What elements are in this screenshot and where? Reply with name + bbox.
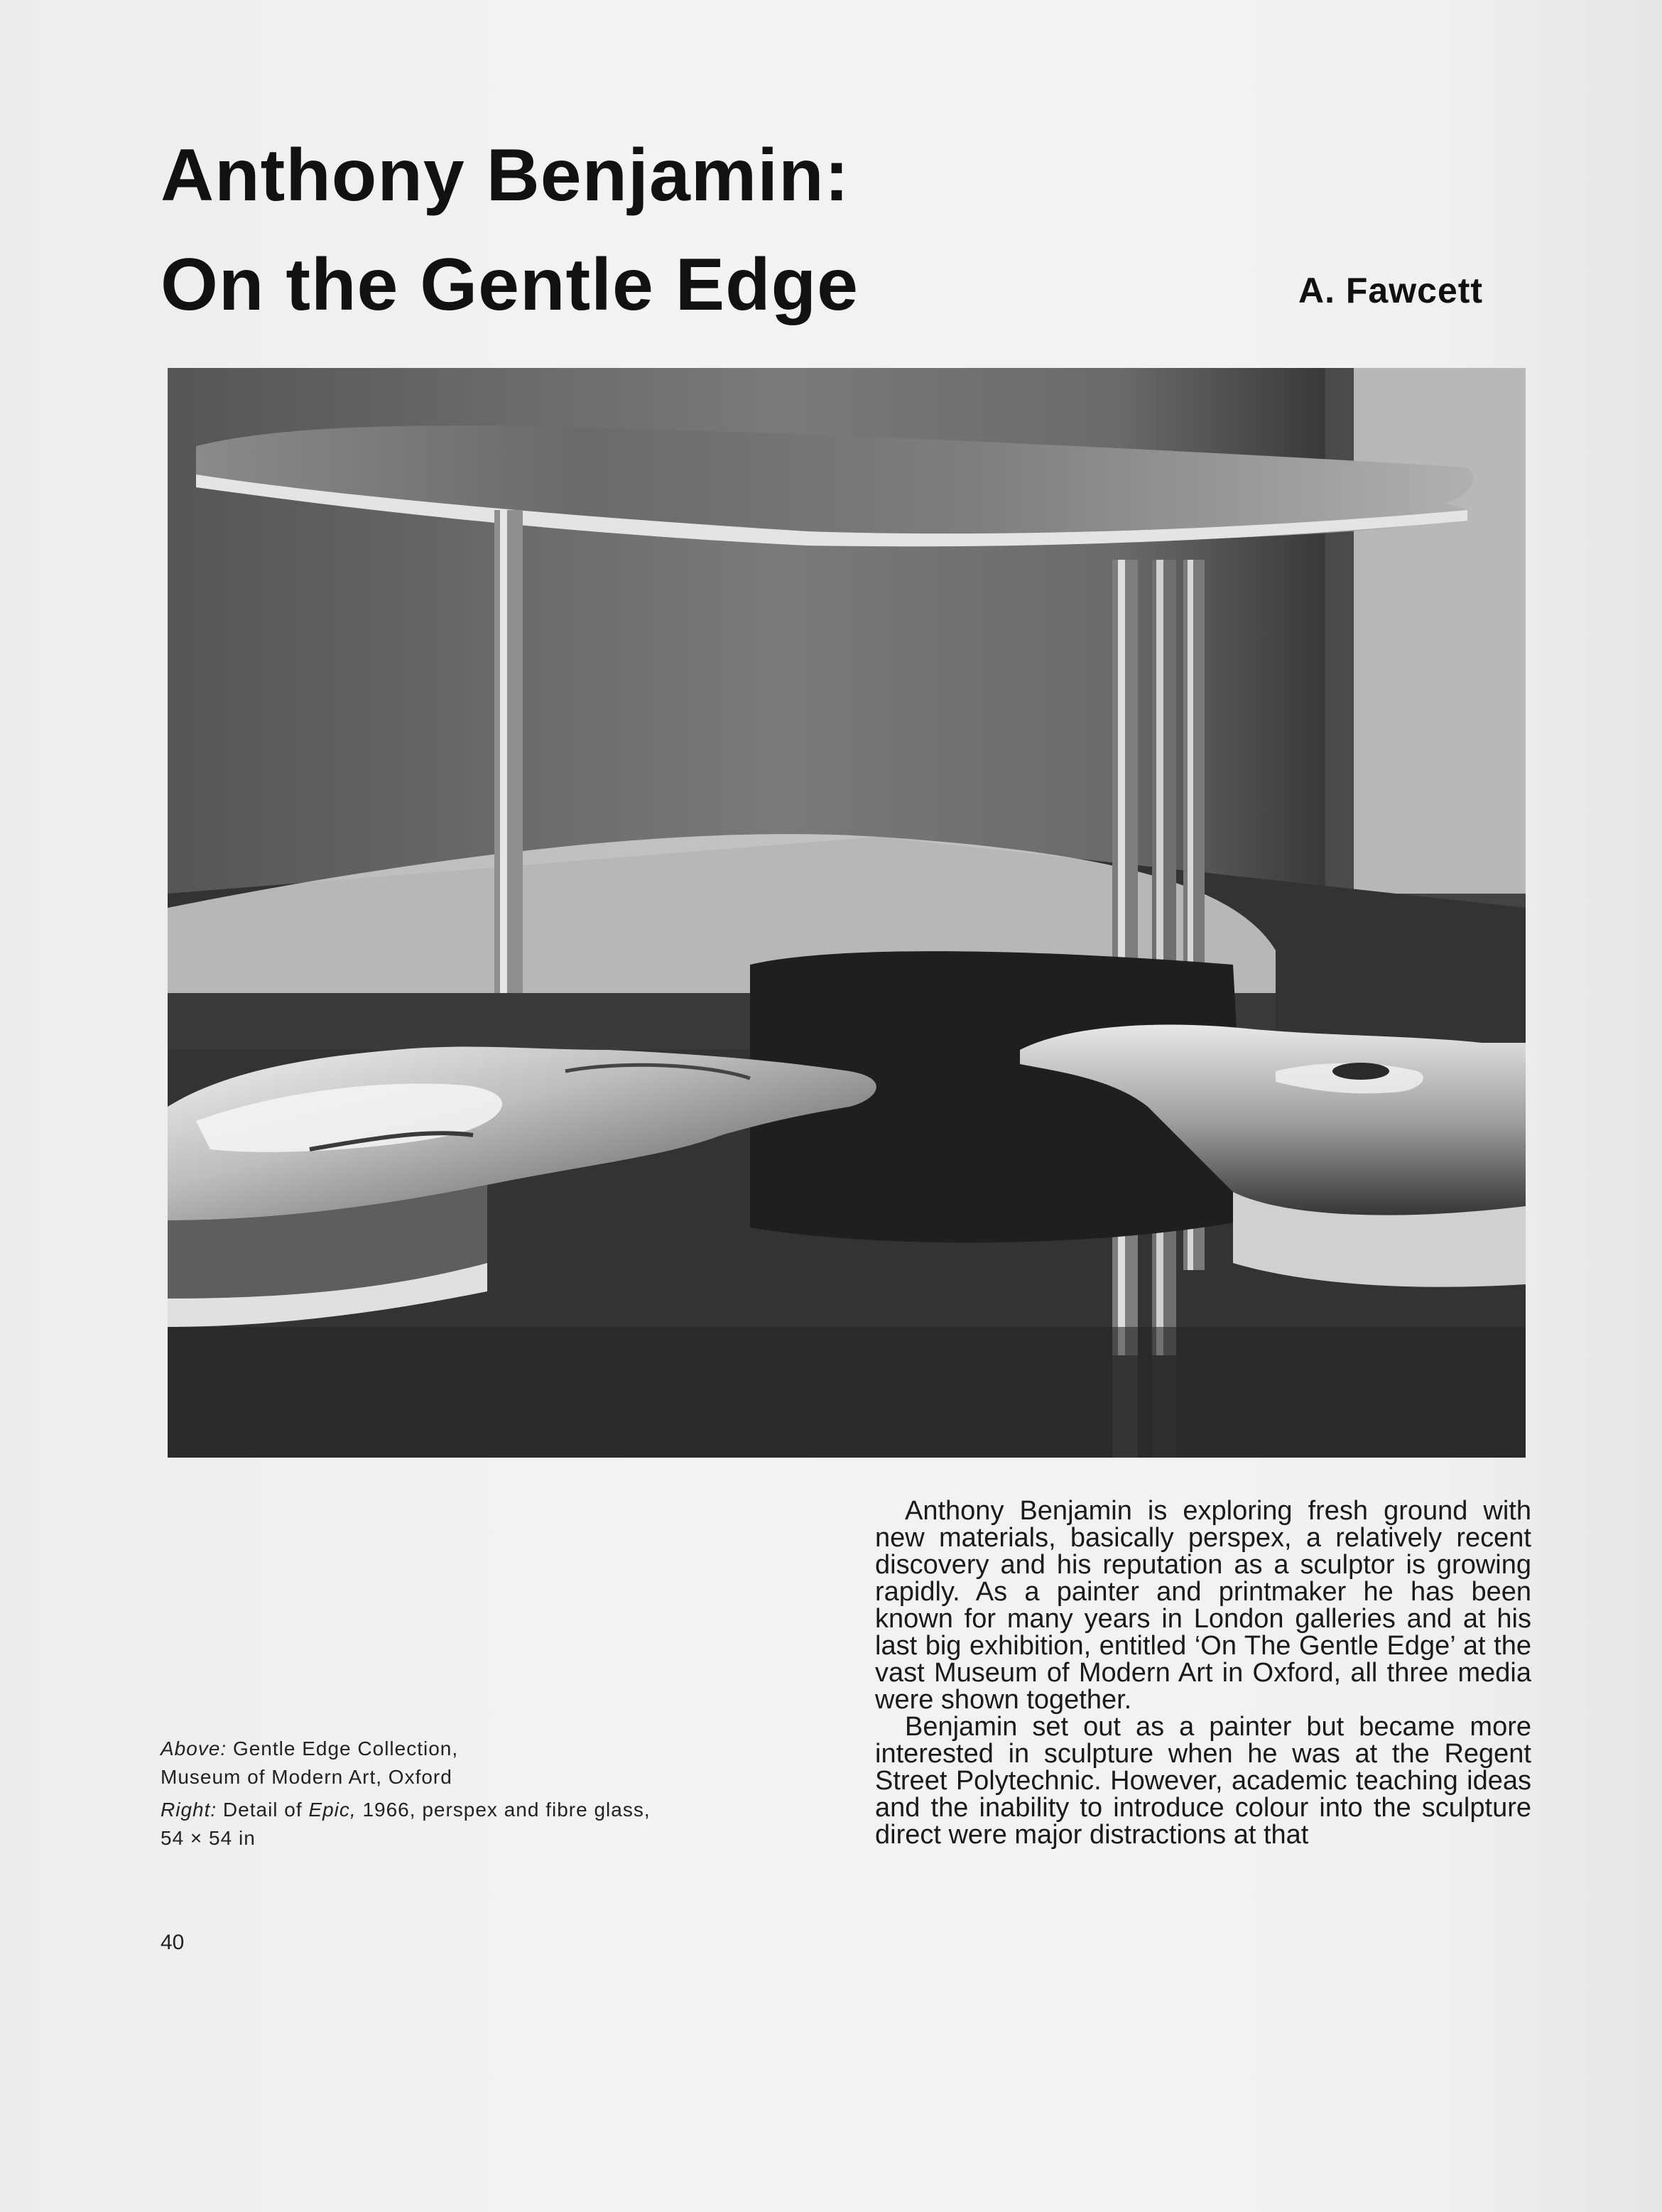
caption-right-title: Epic, (308, 1799, 357, 1821)
photo-captions (161, 1735, 729, 1857)
article-body (875, 1497, 1531, 1848)
caption-right-text-a: Detail of (217, 1799, 309, 1821)
sculpture-photo (168, 368, 1526, 1458)
caption-right (161, 1796, 729, 1853)
caption-above-label: Above: (161, 1737, 227, 1760)
article-title (161, 121, 859, 340)
body-paragraph-1: Anthony Benjamin is exploring fresh ground with new materials, basically perspex, a relatively recent discovery and his reputation as a sculptor is growing rapidly. As a painter and printmaker he has been known for many years in London galleries and at his last big exhibition, entitled ‘On The Gentle Edge’ at the vast Museum of Modern Art in Oxford, all three media were shown together. (875, 1496, 1531, 1715)
page-number: 40 (161, 1931, 185, 1954)
body-paragraph-2: Benjamin set out as a painter but became more interested in sculpture when he was at the Regent Street Polytechnic. However, academic teaching ideas and the inability to introduce colour into the sculpture direct were major distractions at that (875, 1712, 1531, 1850)
title-line-2: On the Gentle Edge (161, 244, 859, 326)
caption-above-text-2: Museum of Modern Art, Oxford (161, 1766, 452, 1788)
caption-right-text-b: 1966, perspex and fibre glass, (356, 1799, 651, 1821)
caption-right-label: Right: (161, 1799, 217, 1821)
caption-right-text-2: 54 × 54 in (161, 1827, 256, 1849)
title-line-1: Anthony Benjamin: (161, 134, 850, 217)
caption-above-text: Gentle Edge Collection, (227, 1737, 459, 1760)
author-byline: A. Fawcett (1298, 271, 1484, 310)
caption-above (161, 1735, 729, 1791)
